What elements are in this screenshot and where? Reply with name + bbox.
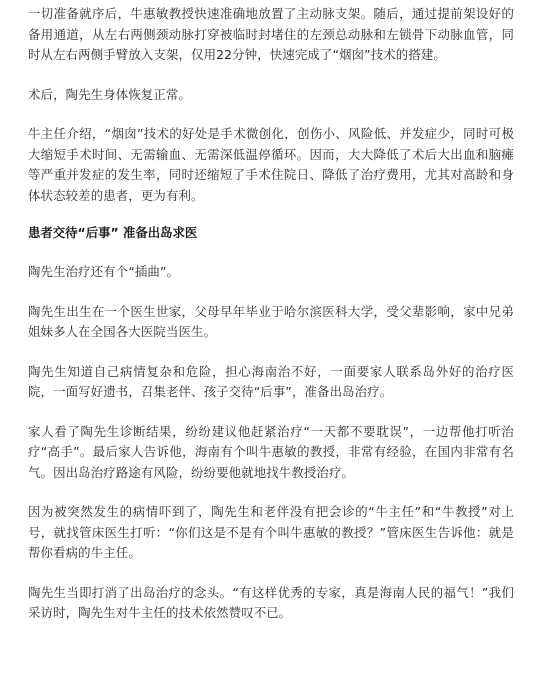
paragraph-family-advice: 家人看了陶先生诊断结果，纷纷建议他赶紧治疗“一天都不要耽误”，一边帮他打听治疗“高手”。最后家人告诉他，海南有个叫牛惠敏的教授，非常有经验，在国内非常有名气。因出岛治疗路途有风险，纷纷要他就地找牛教授治疗。	[28, 423, 514, 480]
paragraph-episode: 陶先生治疗还有个“插曲”。	[28, 264, 180, 279]
article-body	[28, 4, 514, 624]
paragraph-will: 陶先生知道自己病情复杂和危险，担心海南治不好，一面要家人联系岛外好的治疗医院，一面写好遗书，召集老伴、孩子交待“后事”，准备出岛治疗。	[28, 363, 514, 399]
paragraph-family-background: 陶先生出生在一个医生世家，父母早年毕业于哈尔滨医科大学，受父辈影响，家中兄弟姐妹多人在全国各大医院当医生。	[28, 303, 514, 339]
paragraph-chimney-technique: 牛主任介绍，“烟囱”技术的好处是手术微创化，创伤小、风险低、并发症少，同时可极大缩短手术时间、无需输血、无需深低温停循环。因而，大大降低了术后大出血和脑瘫等严重并发症的发生率，同时还缩短了手术住院日、降低了治疗费用，尤其对高龄和身体状态较差的患者，更为有利。	[28, 126, 514, 203]
paragraph-stent-procedure: 一切准备就序后，牛惠敏教授快速准确地放置了主动脉支架。随后，通过提前架设好的备用通道，从左右两侧颈动脉打穿被临时封堵住的左颈总动脉和左锁骨下动脉血管，同时从左右两侧手臂放入支架，仅用22分钟，快速完成了“烟囱”技术的搭建。	[28, 6, 514, 62]
paragraph-conclusion: 陶先生当即打消了出岛治疗的念头。“有这样优秀的专家，真是海南人民的福气！”我们采访时，陶先生对牛主任的技术依然赞叹不已。	[28, 584, 514, 620]
paragraph-recovery: 术后，陶先生身体恢复正常。	[28, 86, 192, 102]
paragraph-inquiry: 因为被突然发生的病情吓到了，陶先生和老伴没有把会诊的“牛主任”和“牛教授”对上号，就找管床医生打听：“你们这是不是有个叫牛惠敏的教授？”管床医生告诉他：就是帮你看病的牛主任。	[28, 504, 514, 560]
section-heading: 患者交待“后事” 准备出岛求医	[28, 225, 198, 240]
